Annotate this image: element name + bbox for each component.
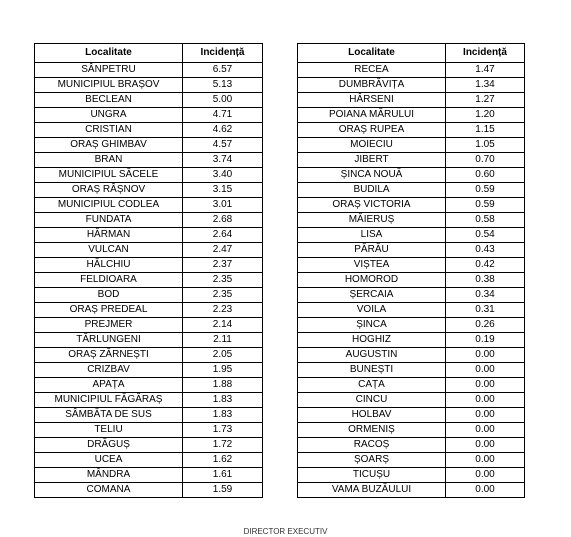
locality-cell: BOD: [35, 288, 183, 303]
table-header-row: [35, 44, 263, 63]
locality-cell: HOLBAV: [298, 408, 446, 423]
incidence-cell: 2.05: [183, 348, 263, 363]
table-row: [35, 288, 263, 303]
locality-cell: TĂRLUNGENI: [35, 333, 183, 348]
incidence-cell: 2.11: [183, 333, 263, 348]
incidence-cell: 1.27: [446, 93, 525, 108]
table-row: [298, 198, 525, 213]
table-row: [298, 393, 525, 408]
table-row: [35, 108, 263, 123]
locality-cell: MÂNDRA: [35, 468, 183, 483]
table-row: [298, 168, 525, 183]
incidence-cell: 0.00: [446, 423, 525, 438]
table-row: [298, 408, 525, 423]
locality-cell: LISA: [298, 228, 446, 243]
table-row: [35, 483, 263, 498]
table-row: [35, 258, 263, 273]
incidence-cell: 0.58: [446, 213, 525, 228]
incidence-cell: 0.00: [446, 408, 525, 423]
incidence-cell: 2.64: [183, 228, 263, 243]
locality-cell: VOILA: [298, 303, 446, 318]
table-row: [35, 318, 263, 333]
locality-cell: APAȚA: [35, 378, 183, 393]
locality-cell: CAȚA: [298, 378, 446, 393]
locality-cell: MUNICIPIUL BRAȘOV: [35, 78, 183, 93]
table-row: [35, 78, 263, 93]
incidence-cell: 1.20: [446, 108, 525, 123]
table-row: [298, 288, 525, 303]
table-row: [298, 243, 525, 258]
locality-cell: BRAN: [35, 153, 183, 168]
incidence-cell: 4.71: [183, 108, 263, 123]
column-header-localitate: Localitate: [35, 44, 183, 63]
incidence-cell: 1.47: [446, 63, 525, 78]
locality-cell: ORAȘ PREDEAL: [35, 303, 183, 318]
incidence-cell: 0.00: [446, 348, 525, 363]
table-body: [298, 63, 525, 498]
table-row: [35, 378, 263, 393]
table-row: [35, 363, 263, 378]
table-row: [35, 243, 263, 258]
incidence-cell: 0.59: [446, 183, 525, 198]
locality-cell: CRIZBAV: [35, 363, 183, 378]
locality-cell: CRISTIAN: [35, 123, 183, 138]
locality-cell: ORAȘ GHIMBAV: [35, 138, 183, 153]
table-row: [35, 93, 263, 108]
locality-cell: BECLEAN: [35, 93, 183, 108]
locality-cell: MUNICIPIUL CODLEA: [35, 198, 183, 213]
locality-cell: VULCAN: [35, 243, 183, 258]
incidence-cell: 0.00: [446, 453, 525, 468]
locality-cell: ȘINCA: [298, 318, 446, 333]
locality-cell: VAMA BUZĂULUI: [298, 483, 446, 498]
table-row: [35, 213, 263, 228]
incidence-cell: 0.00: [446, 438, 525, 453]
incidence-cell: 0.59: [446, 198, 525, 213]
locality-cell: MĂIERUȘ: [298, 213, 446, 228]
locality-cell: HOGHIZ: [298, 333, 446, 348]
incidence-cell: 3.74: [183, 153, 263, 168]
table-row: [298, 228, 525, 243]
locality-cell: SÂMBĂTA DE SUS: [35, 408, 183, 423]
table-row: [35, 168, 263, 183]
incidence-cell: 1.73: [183, 423, 263, 438]
table-row: [298, 468, 525, 483]
table-row: [35, 423, 263, 438]
incidence-cell: 2.47: [183, 243, 263, 258]
incidence-cell: 1.88: [183, 378, 263, 393]
table-row: [298, 213, 525, 228]
locality-cell: ORAȘ VICTORIA: [298, 198, 446, 213]
incidence-cell: 0.54: [446, 228, 525, 243]
table-row: [298, 273, 525, 288]
incidence-cell: 0.43: [446, 243, 525, 258]
table-row: [298, 108, 525, 123]
locality-cell: ORAȘ RUPEA: [298, 123, 446, 138]
locality-cell: TELIU: [35, 423, 183, 438]
incidence-cell: 0.00: [446, 468, 525, 483]
table-row: [298, 153, 525, 168]
locality-cell: JIBERT: [298, 153, 446, 168]
locality-cell: MOIECIU: [298, 138, 446, 153]
table-row: [35, 198, 263, 213]
incidence-cell: 2.35: [183, 288, 263, 303]
incidence-cell: 2.35: [183, 273, 263, 288]
incidence-table-left: [34, 43, 263, 498]
incidence-cell: 2.14: [183, 318, 263, 333]
incidence-cell: 0.38: [446, 273, 525, 288]
incidence-cell: 4.57: [183, 138, 263, 153]
incidence-cell: 0.19: [446, 333, 525, 348]
incidence-cell: 2.37: [183, 258, 263, 273]
table-row: [298, 93, 525, 108]
table-row: [298, 348, 525, 363]
incidence-cell: 3.40: [183, 168, 263, 183]
table-row: [35, 273, 263, 288]
table-row: [35, 393, 263, 408]
table-row: [298, 138, 525, 153]
table-row: [35, 183, 263, 198]
table-row: [35, 123, 263, 138]
table-row: [35, 333, 263, 348]
table-row: [298, 333, 525, 348]
locality-cell: HĂLCHIU: [35, 258, 183, 273]
incidence-cell: 4.62: [183, 123, 263, 138]
table-row: [298, 78, 525, 93]
incidence-cell: 1.15: [446, 123, 525, 138]
incidence-cell: 1.05: [446, 138, 525, 153]
incidence-cell: 3.15: [183, 183, 263, 198]
locality-cell: HOMOROD: [298, 273, 446, 288]
incidence-cell: 0.26: [446, 318, 525, 333]
incidence-cell: 0.00: [446, 378, 525, 393]
table-row: [35, 438, 263, 453]
table-row: [35, 138, 263, 153]
locality-cell: DUMBRĂVIȚA: [298, 78, 446, 93]
table-row: [298, 453, 525, 468]
incidence-cell: 1.34: [446, 78, 525, 93]
locality-cell: HĂRMAN: [35, 228, 183, 243]
column-header-localitate: Localitate: [298, 44, 446, 63]
incidence-cell: 5.00: [183, 93, 263, 108]
locality-cell: VIȘTEA: [298, 258, 446, 273]
locality-cell: ORAȘ RÂȘNOV: [35, 183, 183, 198]
incidence-cell: 1.83: [183, 393, 263, 408]
incidence-cell: 0.60: [446, 168, 525, 183]
locality-cell: MUNICIPIUL FĂGĂRAȘ: [35, 393, 183, 408]
incidence-cell: 1.83: [183, 408, 263, 423]
table-row: [298, 438, 525, 453]
locality-cell: PREJMER: [35, 318, 183, 333]
column-header-incidenta: Incidență: [446, 44, 525, 63]
table-row: [35, 63, 263, 78]
incidence-cell: 1.62: [183, 453, 263, 468]
locality-cell: MUNICIPIUL SĂCELE: [35, 168, 183, 183]
locality-cell: HÂRSENI: [298, 93, 446, 108]
table-row: [298, 483, 525, 498]
locality-cell: RECEA: [298, 63, 446, 78]
incidence-cell: 1.61: [183, 468, 263, 483]
table-row: [298, 258, 525, 273]
locality-cell: UCEA: [35, 453, 183, 468]
incidence-cell: 1.95: [183, 363, 263, 378]
incidence-cell: 2.68: [183, 213, 263, 228]
table-row: [298, 183, 525, 198]
table-row: [35, 468, 263, 483]
locality-cell: FELDIOARA: [35, 273, 183, 288]
table-header-row: [298, 44, 525, 63]
table-row: [35, 453, 263, 468]
locality-cell: ȘERCAIA: [298, 288, 446, 303]
column-header-incidenta: Incidență: [183, 44, 263, 63]
incidence-cell: 5.13: [183, 78, 263, 93]
locality-cell: PĂRĂU: [298, 243, 446, 258]
incidence-cell: 2.23: [183, 303, 263, 318]
locality-cell: TICUȘU: [298, 468, 446, 483]
locality-cell: BUNEȘTI: [298, 363, 446, 378]
locality-cell: CINCU: [298, 393, 446, 408]
incidence-cell: 3.01: [183, 198, 263, 213]
incidence-cell: 6.57: [183, 63, 263, 78]
locality-cell: AUGUSTIN: [298, 348, 446, 363]
locality-cell: ȘINCA NOUĂ: [298, 168, 446, 183]
incidence-cell: 0.31: [446, 303, 525, 318]
locality-cell: ȘOARȘ: [298, 453, 446, 468]
incidence-table-right: [297, 43, 525, 498]
locality-cell: ORAȘ ZĂRNEȘTI: [35, 348, 183, 363]
locality-cell: POIANA MĂRULUI: [298, 108, 446, 123]
signature-title: DIRECTOR EXECUTIV: [243, 527, 328, 536]
incidence-cell: 1.72: [183, 438, 263, 453]
incidence-cell: 0.70: [446, 153, 525, 168]
incidence-cell: 0.00: [446, 483, 525, 498]
locality-cell: UNGRA: [35, 108, 183, 123]
locality-cell: COMANA: [35, 483, 183, 498]
table-row: [298, 378, 525, 393]
table-row: [298, 63, 525, 78]
table-row: [35, 228, 263, 243]
table-row: [298, 318, 525, 333]
locality-cell: ORMENIȘ: [298, 423, 446, 438]
table-row: [298, 363, 525, 378]
incidence-cell: 1.59: [183, 483, 263, 498]
incidence-cell: 0.00: [446, 363, 525, 378]
table-row: [298, 303, 525, 318]
incidence-cell: 0.42: [446, 258, 525, 273]
locality-cell: DRĂGUȘ: [35, 438, 183, 453]
locality-cell: RACOȘ: [298, 438, 446, 453]
table-row: [35, 303, 263, 318]
table-row: [35, 153, 263, 168]
incidence-cell: 0.34: [446, 288, 525, 303]
incidence-cell: 0.00: [446, 393, 525, 408]
table-row: [35, 348, 263, 363]
table-row: [298, 123, 525, 138]
locality-cell: BUDILA: [298, 183, 446, 198]
table-row: [35, 408, 263, 423]
locality-cell: FUNDATA: [35, 213, 183, 228]
table-row: [298, 423, 525, 438]
locality-cell: SÂNPETRU: [35, 63, 183, 78]
table-body: [35, 63, 263, 498]
